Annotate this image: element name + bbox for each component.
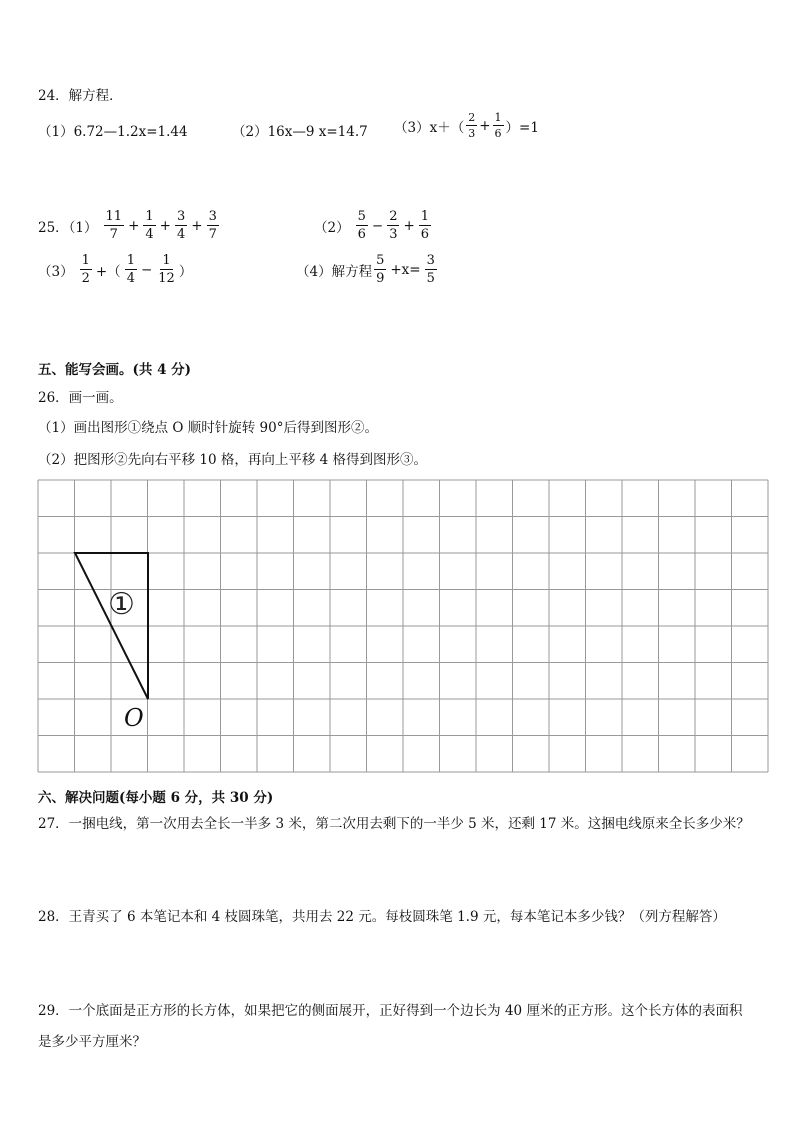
rotation-point-label: O (124, 704, 144, 732)
fraction: $\frac{1}{6}$ (494, 111, 502, 140)
operator: + (191, 217, 203, 234)
q24-part2: （2）16x—9 x=14.7 (232, 124, 368, 140)
paren-close: ） (178, 263, 193, 280)
q24-p3-prefix: （3）x＋（ (394, 119, 465, 136)
q24-p3-suffix: ）=1 (505, 119, 539, 136)
q25-part4-label: （4）解方程 (296, 263, 373, 280)
fraction: $\frac{2}{3}$ (468, 111, 476, 140)
q29-line2: 是多少平方厘米？ (38, 1034, 146, 1050)
q25-label: 25．（1） (38, 219, 98, 236)
q26-part2: （2）把图形②先向右平移 10 格，再向上平移 4 格得到图形③。 (38, 452, 428, 468)
operator: + (159, 217, 171, 234)
operator: − (140, 261, 153, 278)
operator: + (128, 217, 140, 234)
shape-label-1: ① (108, 587, 135, 622)
fraction: $\frac{1}{2}$ (81, 253, 90, 286)
operator: + (403, 217, 415, 234)
plus-sign: + (479, 117, 491, 134)
fraction: $\frac{1}{6}$ (420, 209, 430, 242)
section5-title: 五、能写会画。(共 4 分) (38, 362, 192, 378)
fraction: $\frac{1}{12}$ (158, 253, 175, 286)
fraction: $\frac{3}{4}$ (176, 209, 186, 242)
fraction: $\frac{5}{9}$ (376, 253, 385, 286)
fraction: $\frac{11}{7}$ (105, 209, 123, 242)
fraction: $\frac{3}{5}$ (426, 253, 435, 286)
q28: 28．王青买了 6 本笔记本和 4 枝圆珠笔，共用去 22 元。每枝圆珠笔 1.9 元，每本笔记本多少钱？（列方程解答） (38, 909, 726, 925)
q29-line1: 29．一个底面是正方形的长方体，如果把它的侧面展开，正好得到一个边长为 40 厘米的正方形。这个长方体的表面积 (38, 1003, 743, 1019)
q26-title: 26．画一画。 (38, 390, 123, 406)
q24-title: 24．解方程． (38, 88, 123, 104)
fraction: $\frac{5}{6}$ (357, 209, 366, 242)
q26-part1: （1）画出图形①绕点 O 顺时针旋转 90°后得到图形②。 (38, 420, 378, 436)
operator: +（ (95, 263, 121, 280)
q25-part2-label: （2） (314, 219, 350, 236)
fraction: $\frac{1}{4}$ (145, 209, 154, 242)
fraction: $\frac{3}{7}$ (208, 209, 217, 242)
fraction: $\frac{1}{4}$ (126, 253, 135, 286)
fraction: $\frac{2}{3}$ (389, 209, 398, 242)
q27: 27．一捆电线，第一次用去全长一半多 3 米，第二次用去剩下的一半少 5 米，还剩 17 米。这捆电线原来全长多少米？ (38, 816, 750, 832)
q25-part3-label: （3） (38, 263, 74, 280)
section6-title: 六、解决问题(每小题 6 分，共 30 分) (38, 790, 274, 806)
operator: +x= (390, 261, 421, 278)
q24-part1: （1）6.72—1.2x=1.44 (38, 124, 188, 140)
operator: − (371, 217, 384, 234)
